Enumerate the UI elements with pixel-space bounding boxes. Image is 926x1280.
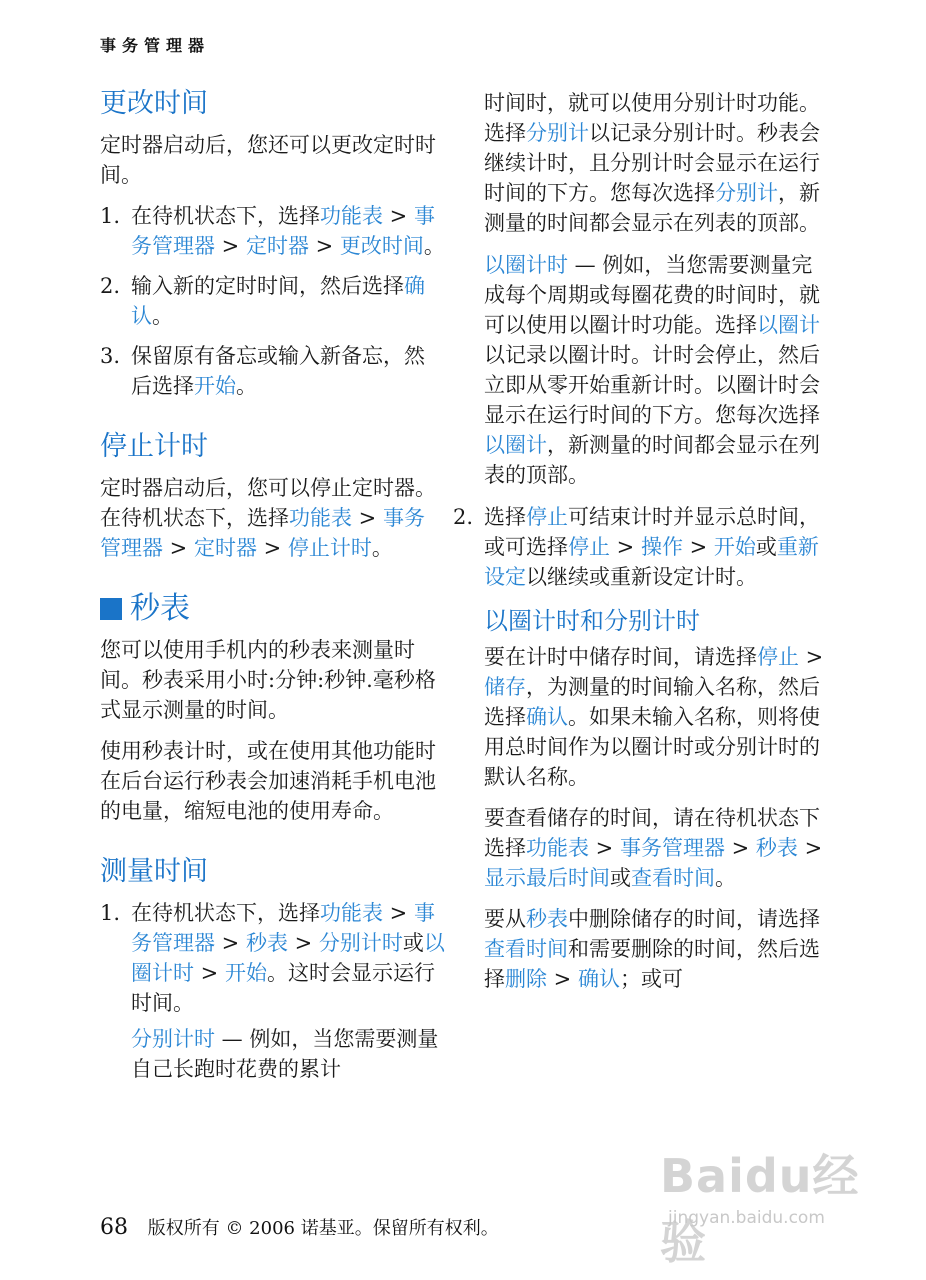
text-run: > <box>610 535 641 559</box>
step-item <box>100 341 445 401</box>
text-run: 。 <box>152 304 173 328</box>
step-text <box>484 505 820 589</box>
menu-path-link: 秒表 <box>245 931 288 955</box>
change-time-steps <box>100 201 445 401</box>
menu-path-link: 重新设定 <box>484 535 819 589</box>
menu-path-link: 停止计时 <box>287 536 372 560</box>
heading-lap-split: 以圈计时和分别计时 <box>484 607 700 635</box>
text-run: ，新测量的时间都会显示在列表的顶部。 <box>484 181 820 235</box>
menu-path-link: 分别计 <box>526 121 589 145</box>
menu-path-link: 分别计 <box>715 181 778 205</box>
change-time-intro: 定时器启动后，您还可以更改定时时间。 <box>100 133 436 187</box>
page-number: 68 <box>100 1215 128 1240</box>
right-column <box>453 88 829 1022</box>
text-run: > <box>799 645 824 669</box>
text-run: 选择 <box>484 505 526 529</box>
text-run: 中删除储存的时间，请选择 <box>568 907 820 931</box>
text-run: > <box>256 536 288 560</box>
text-run: > <box>547 967 578 991</box>
menu-path-link: 查看时间 <box>631 866 715 890</box>
page-footer <box>100 1214 499 1240</box>
menu-path-link: 开始 <box>224 961 267 985</box>
watermark-logo: Baidu经验 <box>660 1149 860 1269</box>
text-run: 定时器启动后，您可以停止定时器。在待机状态下，选择 <box>100 476 436 530</box>
section-square-icon <box>100 598 122 620</box>
heading-change-time: 更改时间 <box>100 88 208 119</box>
text-run: 保留原有备忘或输入新备忘，然后选择 <box>131 344 425 398</box>
text-run: — 例如，当您需要测量自己长跑时花费的累计 <box>131 1027 439 1081</box>
text-run: > <box>163 536 194 560</box>
menu-path-link: 以圈计 <box>484 433 547 457</box>
menu-path-link: 储存 <box>484 675 526 699</box>
menu-path-link: 功能表 <box>320 901 383 925</box>
menu-path-link: 事务管理器 <box>131 204 435 258</box>
text-run: 。 <box>236 374 257 398</box>
menu-path-link: 以圈计时 <box>484 253 568 277</box>
text-run: ，为测量的时间输入名称，然后选择 <box>484 675 820 729</box>
lap-split-view <box>484 803 829 893</box>
measure-time-steps-cont <box>453 502 829 592</box>
menu-path-link: 秒表 <box>526 907 568 931</box>
step-text <box>131 901 445 1015</box>
text-run: 或 <box>610 866 631 890</box>
menu-path-link: 更改时间 <box>339 234 424 258</box>
step-text <box>131 344 425 398</box>
stop-timer-body <box>100 473 445 563</box>
running-header: 事务管理器 <box>100 36 211 55</box>
text-run: > <box>352 506 383 530</box>
split-timing-desc-cont <box>484 88 829 238</box>
text-run: > <box>589 836 620 860</box>
split-timing-desc <box>131 1024 445 1084</box>
text-run: > <box>308 234 340 258</box>
text-run: 要查看储存的时间，请在待机状态下选择 <box>484 806 820 860</box>
lap-split-delete <box>484 904 829 994</box>
heading-stopwatch-text: 秒表 <box>130 591 190 626</box>
text-run: > <box>215 931 246 955</box>
menu-path-link: 定时器 <box>245 234 309 258</box>
text-run: 输入新的定时时间，然后选择 <box>131 274 404 298</box>
text-run: > <box>215 234 246 258</box>
menu-path-link: 事务管理器 <box>100 506 425 560</box>
text-run: 在待机状态下，选择 <box>131 901 320 925</box>
section-lap-split <box>484 604 829 994</box>
section-stopwatch <box>100 591 445 826</box>
text-run: 。 <box>715 866 736 890</box>
left-column <box>100 86 445 1112</box>
text-run: 。这时会显示运行时间。 <box>131 961 435 1015</box>
text-run: > <box>682 535 714 559</box>
menu-path-link: 停止 <box>526 505 568 529</box>
text-run: 。 <box>371 536 393 560</box>
step-number: 2. <box>100 274 121 298</box>
heading-stopwatch <box>100 591 445 627</box>
step-number: 1. <box>100 901 121 925</box>
menu-path-link: 显示最后时间 <box>484 866 610 890</box>
measure-time-steps <box>100 898 445 1084</box>
text-run: > <box>287 931 319 955</box>
menu-path-link: 功能表 <box>526 836 589 860</box>
text-run: > <box>724 836 756 860</box>
lap-split-save <box>484 642 829 792</box>
menu-path-link: 确认 <box>577 967 620 991</box>
copyright-notice: 版权所有 © 2006 诺基亚。保留所有权利。 <box>147 1218 499 1239</box>
menu-path-link: 确认 <box>526 705 568 729</box>
menu-path-link: 以圈计 <box>757 313 820 337</box>
text-run: > <box>194 961 225 985</box>
stopwatch-battery-note: 使用秒表计时，或在使用其他功能时在后台运行秒表会加速消耗手机电池的电量，缩短电池的使用寿命。 <box>100 739 436 823</box>
menu-path-link: 分别计时 <box>131 1027 215 1051</box>
text-run: ，新测量的时间都会显示在列表的顶部。 <box>484 433 820 487</box>
menu-path-link: 操作 <box>640 535 683 559</box>
text-run: 要在计时中储存时间，请选择 <box>484 645 757 669</box>
text-run: > <box>383 901 414 925</box>
text-run: > <box>797 836 823 860</box>
menu-path-link: 删除 <box>505 967 547 991</box>
menu-path-link: 分别计时 <box>318 931 403 955</box>
step-item <box>100 271 445 331</box>
step-item <box>100 898 445 1084</box>
step-number: 1. <box>100 204 121 228</box>
text-run: 在待机状态下，选择 <box>131 204 320 228</box>
menu-path-link: 开始 <box>194 374 236 398</box>
menu-path-link: 定时器 <box>193 536 257 560</box>
step-text <box>131 274 425 328</box>
text-run: 时间时，就可以使用分别计时功能。选择 <box>484 91 820 145</box>
step-item <box>100 201 445 261</box>
text-run: 可结束计时并显示总时间，或可选择 <box>484 505 820 559</box>
menu-path-link: 开始 <box>713 535 756 559</box>
heading-measure-time: 测量时间 <box>100 856 208 887</box>
text-run: ；或可 <box>619 967 683 991</box>
text-run: 。 <box>423 234 445 258</box>
text-run: 要从 <box>484 907 526 931</box>
menu-path-link: 功能表 <box>289 506 352 530</box>
text-run: > <box>383 204 414 228</box>
menu-path-link: 秒表 <box>755 836 798 860</box>
text-run: 以记录分别计时。秒表会继续计时，且分别计时会显示在运行时间的下方。您每次选择 <box>484 121 820 205</box>
step-number: 3. <box>100 344 121 368</box>
step-text <box>131 204 445 258</box>
step-number: 2. <box>453 505 474 529</box>
menu-path-link: 查看时间 <box>484 937 568 961</box>
heading-stop-timer: 停止计时 <box>100 431 208 462</box>
text-run: 或 <box>402 931 424 955</box>
menu-path-link: 事务管理器 <box>619 836 725 860</box>
menu-path-link: 停止 <box>568 535 610 559</box>
text-run: — 例如，当您需要测量完成每个周期或每圈花费的时间时，就可以使用以圈计时功能。选择 <box>484 253 820 337</box>
text-run: 以记录以圈计时。计时会停止，然后立即从零开始重新计时。以圈计时会显示在运行时间的下方。您每次选择 <box>484 343 820 427</box>
text-run: 以继续或重新设定计时。 <box>526 565 757 589</box>
menu-path-link: 以圈计时 <box>131 931 445 985</box>
watermark <box>660 1140 890 1269</box>
text-run: 和需要删除的时间，然后选择 <box>484 937 820 991</box>
menu-path-link: 停止 <box>757 645 799 669</box>
text-run: 。如果未输入名称，则将使用总时间作为以圈计时或分别计时的默认名称。 <box>484 705 820 789</box>
section-change-time <box>100 86 445 401</box>
section-measure-time <box>100 854 445 1084</box>
section-stop-timer <box>100 429 445 563</box>
stopwatch-intro: 您可以使用手机内的秒表来测量时间。秒表采用小时:分钟:秒钟.毫秒格式显示测量的时间。 <box>100 638 436 722</box>
watermark-url: jingyan.baidu.com <box>668 1208 825 1228</box>
menu-path-link: 功能表 <box>320 204 383 228</box>
lap-timing-desc <box>484 250 829 490</box>
menu-path-link: 确认 <box>131 274 425 328</box>
menu-path-link: 事务管理器 <box>131 901 435 955</box>
text-run: 或 <box>755 535 777 559</box>
step-item <box>453 502 829 592</box>
